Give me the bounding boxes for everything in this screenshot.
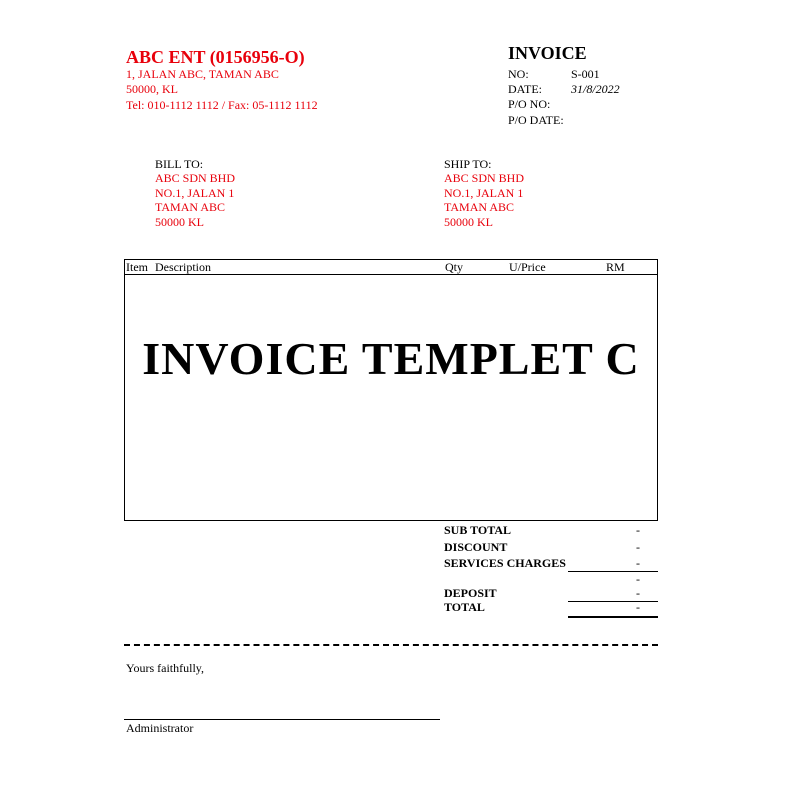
bill-to-line: TAMAN ABC	[155, 200, 226, 214]
dashed-separator	[124, 644, 658, 646]
header-qty: Qty	[445, 260, 463, 274]
invoice-no-label: NO:	[508, 67, 529, 81]
deposit-underline	[568, 601, 658, 602]
company-name: ABC ENT (0156956-O)	[126, 47, 305, 67]
ship-to-line: ABC SDN BHD	[444, 171, 525, 185]
signatory-title: Administrator	[126, 721, 194, 735]
company-contact: Tel: 010-1112 1112 / Fax: 05-1112 1112	[126, 98, 318, 112]
invoice-date-value: 31/8/2022	[571, 82, 620, 96]
net-value: -	[636, 572, 640, 586]
ship-to-line: NO.1, JALAN 1	[444, 186, 524, 200]
total-underline	[568, 616, 658, 618]
bill-to-line: NO.1, JALAN 1	[155, 186, 235, 200]
invoice-date-label: DATE:	[508, 82, 542, 96]
total-value: -	[636, 600, 640, 614]
header-description: Description	[155, 260, 211, 274]
services-underline	[568, 571, 658, 572]
header-item: Item	[126, 260, 148, 274]
total-label: TOTAL	[444, 600, 485, 614]
discount-label: DISCOUNT	[444, 540, 508, 554]
signature-line	[124, 719, 440, 720]
bill-to-line: 50000 KL	[155, 215, 204, 229]
services-charges-value: -	[636, 556, 640, 570]
po-date-label: P/O DATE:	[508, 113, 564, 127]
ship-to-line: 50000 KL	[444, 215, 493, 229]
invoice-title: INVOICE	[508, 43, 587, 63]
ship-to-label: SHIP TO:	[444, 157, 492, 171]
sub-total-value: -	[636, 523, 640, 537]
services-charges-label: SERVICES CHARGES	[444, 556, 566, 570]
table-header-divider	[125, 274, 657, 275]
discount-value: -	[636, 540, 640, 554]
po-no-label: P/O NO:	[508, 97, 551, 111]
template-watermark: INVOICE TEMPLET C	[142, 333, 640, 384]
deposit-label: DEPOSIT	[444, 586, 497, 600]
header-amount: RM	[606, 260, 625, 274]
bill-to-label: BILL TO:	[155, 157, 204, 171]
closing-text: Yours faithfully,	[126, 661, 205, 675]
header-unit-price: U/Price	[509, 260, 546, 274]
bill-to-line: ABC SDN BHD	[155, 171, 236, 185]
items-table	[124, 259, 658, 521]
sub-total-label: SUB TOTAL	[444, 523, 512, 537]
invoice-no-value: S-001	[571, 67, 600, 81]
deposit-value: -	[636, 586, 640, 600]
ship-to-line: TAMAN ABC	[444, 200, 515, 214]
company-address-line1: 1, JALAN ABC, TAMAN ABC	[126, 67, 279, 81]
company-address-line2: 50000, KL	[126, 82, 178, 96]
